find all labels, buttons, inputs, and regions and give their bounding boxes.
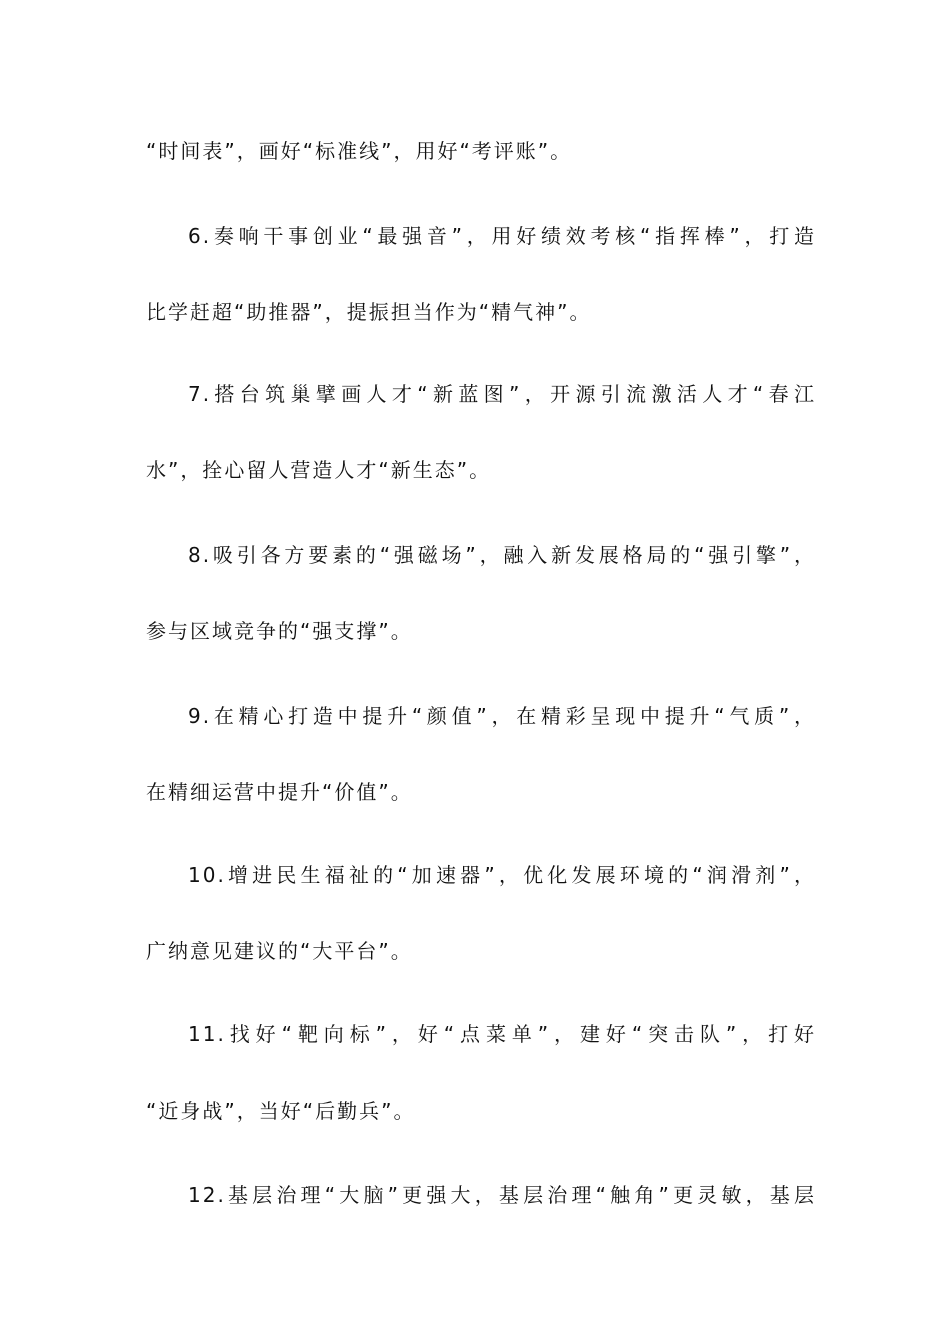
item-9-line-2: 在精细运营中提升“价值”。 xyxy=(146,780,413,804)
item-8-line-2: 参与区域竞争的“强支撑”。 xyxy=(146,619,413,643)
item-10-line-1: 10.增进民生福祉的“加速器”，优化发展环境的“润滑剂”， xyxy=(188,863,816,887)
item-11-line-2: “近身战”，当好“后勤兵”。 xyxy=(146,1099,416,1123)
item-7-line-1: 7.搭台筑巢擘画人才“新蓝图”，开源引流激活人才“春江 xyxy=(188,382,816,406)
item-11-line-1: 11.找好“靶向标”，好“点菜单”，建好“突击队”，打好 xyxy=(188,1022,816,1046)
item-6-line-2: 比学赶超“助推器”，提振担当作为“精气神”。 xyxy=(146,300,592,324)
item-10-line-2: 广纳意见建议的“大平台”。 xyxy=(146,939,413,963)
item-9-line-1: 9.在精心打造中提升“颜值”，在精彩呈现中提升“气质”， xyxy=(188,704,816,728)
item-8-line-1: 8.吸引各方要素的“强磁场”，融入新发展格局的“强引擎”， xyxy=(188,543,816,567)
item-6-line-1: 6.奏响干事创业“最强音”，用好绩效考核“指挥棒”，打造 xyxy=(188,224,816,248)
text-line-1: “时间表”，画好“标准线”，用好“考评账”。 xyxy=(146,139,573,163)
item-7-line-2: 水”，拴心留人营造人才“新生态”。 xyxy=(146,458,492,482)
item-12-line-1: 12.基层治理“大脑”更强大，基层治理“触角”更灵敏，基层 xyxy=(188,1183,816,1207)
